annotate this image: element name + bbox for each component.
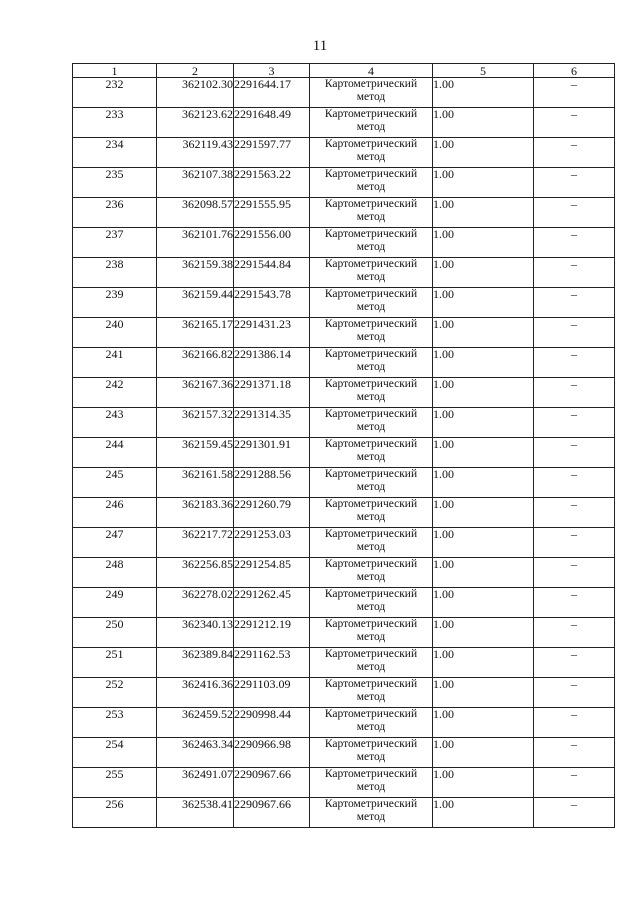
error-cell: 1.00 (433, 468, 534, 498)
error-cell: 1.00 (433, 138, 534, 168)
point-number-cell: 236 (73, 198, 157, 228)
header-col-6: 6 (534, 64, 615, 78)
method-line-2: метод (356, 541, 386, 553)
table-row (73, 738, 615, 768)
method-cell (310, 768, 433, 798)
point-number-cell: 249 (73, 588, 157, 618)
method-line-2: метод (356, 661, 386, 673)
y-coordinate-cell: 2291563.22 (234, 168, 310, 198)
point-number-cell: 241 (73, 348, 157, 378)
note-cell: – (534, 528, 615, 558)
method-line-1: Картометрический (324, 648, 418, 660)
error-cell: 1.00 (433, 678, 534, 708)
y-coordinate-cell: 2291260.79 (234, 498, 310, 528)
point-number-cell: 242 (73, 378, 157, 408)
x-coordinate-cell: 362217.72 (157, 528, 234, 558)
method-line-1: Картометрический (324, 228, 418, 240)
table-row (73, 768, 615, 798)
error-cell: 1.00 (433, 198, 534, 228)
y-coordinate-cell: 2291597.77 (234, 138, 310, 168)
point-number-cell: 253 (73, 708, 157, 738)
x-coordinate-cell: 362183.36 (157, 498, 234, 528)
x-coordinate-cell: 362107.38 (157, 168, 234, 198)
method-line-2: метод (356, 451, 386, 463)
x-coordinate-cell: 362463.34 (157, 738, 234, 768)
y-coordinate-cell: 2291371.18 (234, 378, 310, 408)
error-cell: 1.00 (433, 738, 534, 768)
note-cell: – (534, 648, 615, 678)
error-cell: 1.00 (433, 558, 534, 588)
error-cell: 1.00 (433, 798, 534, 828)
header-col-3: 3 (234, 64, 310, 78)
x-coordinate-cell: 362161.58 (157, 468, 234, 498)
point-number-cell: 248 (73, 558, 157, 588)
table-row (73, 288, 615, 318)
note-cell: – (534, 588, 615, 618)
y-coordinate-cell: 2291262.45 (234, 588, 310, 618)
method-line-1: Картометрический (324, 318, 418, 330)
point-number-cell: 238 (73, 258, 157, 288)
error-cell: 1.00 (433, 318, 534, 348)
note-cell: – (534, 678, 615, 708)
point-number-cell: 250 (73, 618, 157, 648)
table-row (73, 78, 615, 108)
y-coordinate-cell: 2291212.19 (234, 618, 310, 648)
method-cell (310, 738, 433, 768)
method-cell (310, 708, 433, 738)
method-cell (310, 798, 433, 828)
y-coordinate-cell: 2290966.98 (234, 738, 310, 768)
method-line-2: метод (356, 181, 386, 193)
method-line-1: Картометрический (324, 378, 418, 390)
method-cell (310, 528, 433, 558)
error-cell: 1.00 (433, 108, 534, 138)
x-coordinate-cell: 362157.32 (157, 408, 234, 438)
method-line-2: метод (356, 271, 386, 283)
method-line-2: метод (356, 751, 386, 763)
y-coordinate-cell: 2290967.66 (234, 768, 310, 798)
method-cell (310, 228, 433, 258)
table-row (73, 378, 615, 408)
method-line-1: Картометрический (324, 108, 418, 120)
table-row (73, 138, 615, 168)
y-coordinate-cell: 2291288.56 (234, 468, 310, 498)
method-line-2: метод (356, 481, 386, 493)
x-coordinate-cell: 362167.36 (157, 378, 234, 408)
method-line-1: Картометрический (324, 408, 418, 420)
x-coordinate-cell: 362278.02 (157, 588, 234, 618)
method-line-2: метод (356, 811, 386, 823)
y-coordinate-cell: 2291301.91 (234, 438, 310, 468)
table-row (73, 408, 615, 438)
header-col-1: 1 (73, 64, 157, 78)
method-line-2: метод (356, 241, 386, 253)
y-coordinate-cell: 2291644.17 (234, 78, 310, 108)
method-line-2: метод (356, 631, 386, 643)
method-cell (310, 198, 433, 228)
table-row (73, 708, 615, 738)
y-coordinate-cell: 2291556.00 (234, 228, 310, 258)
table-row (73, 348, 615, 378)
note-cell: – (534, 798, 615, 828)
method-line-1: Картометрический (324, 768, 418, 780)
method-line-2: метод (356, 511, 386, 523)
x-coordinate-cell: 362159.44 (157, 288, 234, 318)
method-cell (310, 288, 433, 318)
method-cell (310, 648, 433, 678)
header-col-2: 2 (157, 64, 234, 78)
x-coordinate-cell: 362389.84 (157, 648, 234, 678)
method-line-1: Картометрический (324, 588, 418, 600)
error-cell: 1.00 (433, 648, 534, 678)
method-line-1: Картометрический (324, 468, 418, 480)
note-cell: – (534, 768, 615, 798)
point-number-cell: 255 (73, 768, 157, 798)
table-row (73, 498, 615, 528)
method-line-2: метод (356, 601, 386, 613)
point-number-cell: 243 (73, 408, 157, 438)
method-cell (310, 468, 433, 498)
x-coordinate-cell: 362491.07 (157, 768, 234, 798)
point-number-cell: 252 (73, 678, 157, 708)
y-coordinate-cell: 2291254.85 (234, 558, 310, 588)
x-coordinate-cell: 362459.52 (157, 708, 234, 738)
y-coordinate-cell: 2291314.35 (234, 408, 310, 438)
note-cell: – (534, 498, 615, 528)
method-line-1: Картометрический (324, 798, 418, 810)
method-line-2: метод (356, 361, 386, 373)
method-line-2: метод (356, 391, 386, 403)
method-line-2: метод (356, 781, 386, 793)
x-coordinate-cell: 362123.62 (157, 108, 234, 138)
method-line-1: Картометрический (324, 258, 418, 270)
method-line-1: Картометрический (324, 138, 418, 150)
x-coordinate-cell: 362165.17 (157, 318, 234, 348)
method-line-2: метод (356, 91, 386, 103)
method-line-1: Картометрический (324, 348, 418, 360)
method-line-1: Картометрический (324, 528, 418, 540)
point-number-cell: 246 (73, 498, 157, 528)
error-cell: 1.00 (433, 708, 534, 738)
note-cell: – (534, 378, 615, 408)
note-cell: – (534, 408, 615, 438)
y-coordinate-cell: 2291162.53 (234, 648, 310, 678)
point-number-cell: 235 (73, 168, 157, 198)
method-line-1: Картометрический (324, 288, 418, 300)
table-row (73, 258, 615, 288)
method-cell (310, 498, 433, 528)
note-cell: – (534, 738, 615, 768)
x-coordinate-cell: 362340.13 (157, 618, 234, 648)
table-row (73, 318, 615, 348)
note-cell: – (534, 348, 615, 378)
x-coordinate-cell: 362166.82 (157, 348, 234, 378)
note-cell: – (534, 288, 615, 318)
error-cell: 1.00 (433, 438, 534, 468)
table-row (73, 678, 615, 708)
method-cell (310, 438, 433, 468)
note-cell: – (534, 318, 615, 348)
method-line-1: Картометрический (324, 558, 418, 570)
method-line-1: Картометрический (324, 78, 418, 90)
x-coordinate-cell: 362159.45 (157, 438, 234, 468)
header-col-5: 5 (433, 64, 534, 78)
y-coordinate-cell: 2291431.23 (234, 318, 310, 348)
method-cell (310, 258, 433, 288)
method-line-1: Картометрический (324, 678, 418, 690)
method-cell (310, 678, 433, 708)
method-line-1: Картометрический (324, 618, 418, 630)
y-coordinate-cell: 2290967.66 (234, 798, 310, 828)
error-cell: 1.00 (433, 618, 534, 648)
note-cell: – (534, 468, 615, 498)
method-cell (310, 318, 433, 348)
table-row (73, 558, 615, 588)
error-cell: 1.00 (433, 498, 534, 528)
y-coordinate-cell: 2291543.78 (234, 288, 310, 318)
method-line-1: Картометрический (324, 708, 418, 720)
x-coordinate-cell: 362416.36 (157, 678, 234, 708)
header-row (73, 64, 615, 78)
y-coordinate-cell: 2291544.84 (234, 258, 310, 288)
method-line-2: метод (356, 151, 386, 163)
table-row (73, 168, 615, 198)
table-row (73, 438, 615, 468)
x-coordinate-cell: 362256.85 (157, 558, 234, 588)
point-number-cell: 254 (73, 738, 157, 768)
table-row (73, 108, 615, 138)
method-line-2: метод (356, 571, 386, 583)
error-cell: 1.00 (433, 408, 534, 438)
method-line-1: Картометрический (324, 198, 418, 210)
method-line-1: Картометрический (324, 168, 418, 180)
method-line-1: Картометрический (324, 498, 418, 510)
method-cell (310, 78, 433, 108)
method-cell (310, 618, 433, 648)
y-coordinate-cell: 2291555.95 (234, 198, 310, 228)
point-number-cell: 245 (73, 468, 157, 498)
coordinates-table (72, 63, 615, 828)
x-coordinate-cell: 362538.41 (157, 798, 234, 828)
method-line-2: метод (356, 721, 386, 733)
method-line-2: метод (356, 211, 386, 223)
x-coordinate-cell: 362102.30 (157, 78, 234, 108)
x-coordinate-cell: 362119.43 (157, 138, 234, 168)
point-number-cell: 239 (73, 288, 157, 318)
method-cell (310, 558, 433, 588)
x-coordinate-cell: 362159.38 (157, 258, 234, 288)
method-cell (310, 348, 433, 378)
note-cell: – (534, 618, 615, 648)
note-cell: – (534, 438, 615, 468)
point-number-cell: 232 (73, 78, 157, 108)
error-cell: 1.00 (433, 78, 534, 108)
error-cell: 1.00 (433, 348, 534, 378)
error-cell: 1.00 (433, 258, 534, 288)
table-row (73, 798, 615, 828)
method-line-1: Картометрический (324, 738, 418, 750)
method-cell (310, 108, 433, 138)
note-cell: – (534, 108, 615, 138)
method-line-2: метод (356, 121, 386, 133)
method-cell (310, 168, 433, 198)
table-row (73, 528, 615, 558)
point-number-cell: 247 (73, 528, 157, 558)
note-cell: – (534, 138, 615, 168)
note-cell: – (534, 168, 615, 198)
table-row (73, 198, 615, 228)
method-line-2: метод (356, 301, 386, 313)
table-row (73, 468, 615, 498)
error-cell: 1.00 (433, 228, 534, 258)
note-cell: – (534, 198, 615, 228)
method-line-2: метод (356, 691, 386, 703)
method-line-2: метод (356, 331, 386, 343)
error-cell: 1.00 (433, 288, 534, 318)
page-number: 11 (312, 38, 328, 54)
x-coordinate-cell: 362101.76 (157, 228, 234, 258)
error-cell: 1.00 (433, 168, 534, 198)
point-number-cell: 244 (73, 438, 157, 468)
error-cell: 1.00 (433, 768, 534, 798)
point-number-cell: 240 (73, 318, 157, 348)
method-line-1: Картометрический (324, 438, 418, 450)
x-coordinate-cell: 362098.57 (157, 198, 234, 228)
y-coordinate-cell: 2291648.49 (234, 108, 310, 138)
method-cell (310, 138, 433, 168)
note-cell: – (534, 708, 615, 738)
point-number-cell: 237 (73, 228, 157, 258)
y-coordinate-cell: 2291386.14 (234, 348, 310, 378)
note-cell: – (534, 78, 615, 108)
y-coordinate-cell: 2291253.03 (234, 528, 310, 558)
point-number-cell: 233 (73, 108, 157, 138)
header-col-4: 4 (310, 64, 433, 78)
note-cell: – (534, 258, 615, 288)
y-coordinate-cell: 2290998.44 (234, 708, 310, 738)
note-cell: – (534, 228, 615, 258)
y-coordinate-cell: 2291103.09 (234, 678, 310, 708)
error-cell: 1.00 (433, 528, 534, 558)
note-cell: – (534, 558, 615, 588)
point-number-cell: 234 (73, 138, 157, 168)
table-row (73, 228, 615, 258)
point-number-cell: 251 (73, 648, 157, 678)
method-cell (310, 408, 433, 438)
error-cell: 1.00 (433, 588, 534, 618)
table-row (73, 618, 615, 648)
error-cell: 1.00 (433, 378, 534, 408)
table-row (73, 648, 615, 678)
method-cell (310, 588, 433, 618)
table-row (73, 588, 615, 618)
point-number-cell: 256 (73, 798, 157, 828)
method-cell (310, 378, 433, 408)
method-line-2: метод (356, 421, 386, 433)
